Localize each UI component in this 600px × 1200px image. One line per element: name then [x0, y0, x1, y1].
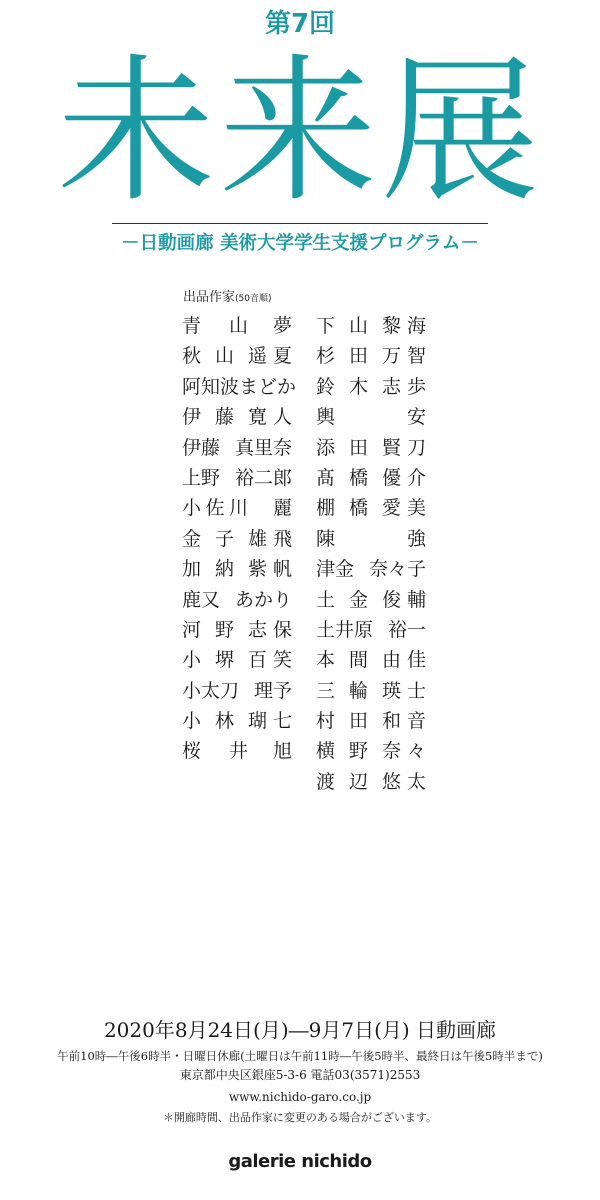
artist-name-char: 堺	[214, 649, 234, 672]
artist-given-name: 理予	[253, 679, 292, 702]
artist-name-char: 美	[406, 497, 426, 520]
artist-name	[316, 463, 426, 493]
artist-name-char: 七	[272, 710, 292, 733]
artist-name-char: 由	[382, 649, 402, 672]
artist-name-char: 紫	[248, 558, 268, 581]
artist-given-name	[382, 493, 426, 523]
artist-name-char: 髙	[316, 466, 336, 489]
artist-name-char: 万	[382, 345, 402, 368]
artist-surname	[316, 585, 368, 615]
artists-heading	[183, 290, 272, 307]
artist-name	[182, 645, 292, 675]
artist-name-char: 寛	[248, 406, 268, 429]
artist-name	[316, 524, 426, 554]
artist-name-char: 瑛	[382, 679, 402, 702]
artist-given-name	[248, 554, 292, 584]
artist-name-char: 輪	[348, 679, 368, 702]
artist-surname: 小太刀	[182, 679, 240, 702]
artist-name-char: 土	[316, 588, 336, 611]
artist-name	[182, 463, 292, 493]
artist-name-char: 井	[228, 740, 248, 763]
artist-list-left	[182, 311, 297, 767]
artist-name-char: 夢	[273, 315, 293, 337]
artist-given-name: 裕一	[387, 618, 426, 641]
artist-name-char: 奈	[382, 740, 402, 763]
artist-surname	[316, 463, 368, 493]
artist-name-char: 百	[248, 649, 268, 672]
artist-name-char: 秋	[182, 345, 202, 368]
artist-given-name	[382, 706, 426, 736]
artist-name-char: 杉	[316, 345, 336, 368]
artist-name-char: 山	[228, 315, 248, 337]
artist-name-char: 海	[406, 315, 426, 337]
artist-given-name	[382, 645, 426, 675]
artist-name	[316, 736, 426, 766]
artist-name-char: 河	[182, 618, 202, 641]
artist-name-char: 々	[406, 740, 426, 763]
artist-surname	[182, 706, 234, 736]
artist-given-name	[273, 493, 292, 523]
artist-name-char: 音	[406, 710, 426, 733]
artist-name	[316, 311, 426, 341]
artist-surname: 上野	[182, 466, 221, 489]
artist-name	[182, 311, 292, 341]
artist-name	[316, 676, 426, 706]
artist-name	[182, 554, 292, 584]
artist-name-char: 野	[214, 618, 234, 641]
artist-given-name	[382, 767, 426, 797]
artist-name-char: 黎	[382, 315, 402, 337]
artist-given-name	[382, 585, 426, 615]
artist-surname	[316, 402, 335, 432]
artist-name-char: 智	[406, 345, 426, 368]
artist-name	[316, 645, 426, 675]
artist-given-name	[248, 341, 292, 371]
artist-name-char: 佳	[406, 649, 426, 672]
artist-surname	[316, 341, 368, 371]
artist-name-char: 下	[316, 315, 336, 337]
artist-name-char: 金	[182, 527, 202, 550]
artist-name-char: 瑚	[248, 710, 268, 733]
artist-name-char: 愛	[382, 497, 402, 520]
gallery-logo: galerie nichido	[228, 1151, 372, 1172]
artist-name	[182, 736, 292, 766]
artist-name-char: 辺	[348, 770, 368, 793]
artists-heading-note: (50音順)	[235, 294, 272, 304]
artist-name-char: 太	[406, 770, 426, 793]
artist-given-name	[382, 372, 426, 402]
artist-name-char: 志	[382, 375, 402, 398]
artist-given-name	[248, 524, 292, 554]
artist-name-char: 木	[348, 375, 368, 398]
artist-given-name	[407, 402, 426, 432]
artist-surname	[316, 676, 368, 706]
artist-given-name	[382, 433, 426, 463]
artist-surname	[316, 767, 368, 797]
artist-name	[316, 493, 426, 523]
artist-given-name	[382, 463, 426, 493]
artist-name-char: 小	[182, 497, 202, 520]
artist-name-char: 俊	[382, 588, 402, 611]
artist-name-char: 輔	[406, 588, 426, 611]
artist-name-char: 介	[406, 466, 426, 489]
artist-name-char: 棚	[316, 497, 336, 520]
artist-name	[316, 615, 426, 645]
artist-name	[182, 524, 292, 554]
artist-name-char: 加	[182, 558, 202, 581]
artist-name-char: 田	[348, 436, 368, 459]
artist-name-char: 金	[348, 588, 368, 611]
artist-name-char: 麗	[273, 497, 293, 520]
opening-hours: 午前10時―午後6時半・日曜日休廊(土曜日は午前11時―午後5時半、最終日は午後5時半まで)	[57, 1049, 543, 1063]
artist-name-char: 間	[348, 649, 368, 672]
title-divider	[112, 223, 488, 224]
artist-name-char: 安	[407, 406, 427, 429]
artist-given-name: あかり	[234, 588, 292, 611]
artist-name-char: 林	[214, 710, 234, 733]
artist-name	[182, 615, 292, 645]
artist-name-char: 賢	[382, 436, 402, 459]
artist-name-char: 藤	[214, 406, 234, 429]
artist-surname: 土井原	[316, 618, 374, 641]
artist-name-char: 山	[348, 315, 368, 337]
artist-surname	[316, 524, 335, 554]
artist-name-char: 子	[214, 527, 234, 550]
artist-surname	[316, 736, 368, 766]
artist-given-name: 真里奈	[234, 436, 292, 459]
artist-name-char: 志	[248, 618, 268, 641]
artist-surname: 津金	[316, 558, 355, 581]
artist-surname	[182, 402, 234, 432]
artist-name-char: 帆	[272, 558, 292, 581]
artist-name-char: 村	[316, 710, 336, 733]
artist-given-name	[382, 341, 426, 371]
artist-name	[316, 433, 426, 463]
artist-name-char: 橋	[348, 497, 368, 520]
artist-surname	[182, 524, 234, 554]
artist-surname	[182, 645, 234, 675]
artist-name-char: 青	[182, 315, 202, 337]
artist-name-char: 飛	[272, 527, 292, 550]
artist-name-char: 山	[214, 345, 234, 368]
artist-name	[316, 767, 426, 797]
artist-name-char: 川	[228, 497, 248, 520]
artist-name-char: 人	[272, 406, 292, 429]
artist-name	[182, 372, 297, 402]
artist-name-char: 三	[316, 679, 336, 702]
artist-surname	[182, 311, 248, 341]
artist-name-char: 悠	[382, 770, 402, 793]
artist-surname: 鹿又	[182, 588, 221, 611]
dates-venue: 2020年8月24日(月)―9月7日(月) 日動画廊	[103, 1018, 497, 1042]
artist-given-name	[248, 706, 292, 736]
exhibition-title: 未来展	[57, 40, 543, 224]
artist-surname	[316, 493, 368, 523]
artist-name-char: 士	[406, 679, 426, 702]
artist-name-char: 笑	[272, 649, 292, 672]
artist-given-name	[248, 402, 292, 432]
artist-name-char: 鈴	[316, 375, 336, 398]
artist-surname: 阿知波	[182, 375, 240, 398]
artist-given-name	[382, 311, 426, 341]
artist-name-char: 小	[182, 710, 202, 733]
artist-name	[182, 585, 292, 615]
artist-given-name: 裕二郎	[234, 466, 292, 489]
artist-name-char: 陳	[316, 527, 336, 550]
artist-name-char: 保	[272, 618, 292, 641]
artist-list-right	[316, 311, 426, 797]
artist-surname	[182, 615, 234, 645]
artist-name-char: 旭	[273, 740, 293, 763]
artist-name	[316, 402, 426, 432]
artist-name-char: 桜	[182, 740, 202, 763]
artists-heading-label: 出品作家	[183, 290, 236, 305]
artist-name-char: 添	[316, 436, 336, 459]
artist-surname	[316, 311, 368, 341]
change-notice: ＊開廊時間、出品作家に変更のある場合がございます。	[162, 1111, 438, 1124]
artist-surname	[316, 433, 368, 463]
artist-given-name: まどか	[239, 375, 297, 398]
artist-name	[182, 341, 292, 371]
artist-surname	[316, 372, 368, 402]
artist-name-char: 伊	[182, 406, 202, 429]
artist-name-char: 野	[348, 740, 368, 763]
artist-name-char: 小	[182, 649, 202, 672]
artist-name-char: 本	[316, 649, 336, 672]
edition-label: 第7回	[264, 9, 336, 39]
artist-given-name	[273, 311, 292, 341]
artist-surname	[182, 341, 234, 371]
artist-name	[316, 372, 426, 402]
artist-surname	[316, 706, 368, 736]
artist-name-char: 和	[382, 710, 402, 733]
artist-name-char: 夏	[272, 345, 292, 368]
artist-given-name	[248, 645, 292, 675]
artist-name	[316, 341, 426, 371]
artist-given-name	[407, 524, 426, 554]
artist-name-char: 渡	[316, 770, 336, 793]
artist-name-char: 横	[316, 740, 336, 763]
artist-given-name	[382, 736, 426, 766]
artist-given-name: 奈々子	[368, 558, 426, 581]
artist-name-char: 遥	[248, 345, 268, 368]
artist-name-char: 刀	[406, 436, 426, 459]
artist-name-char: 納	[214, 558, 234, 581]
artist-name	[316, 585, 426, 615]
artist-name	[316, 554, 426, 584]
artist-name-char: 優	[382, 466, 402, 489]
artist-name-char: 田	[348, 345, 368, 368]
artist-surname	[182, 736, 248, 766]
artist-name-char: 田	[348, 710, 368, 733]
artist-surname	[182, 554, 234, 584]
artist-name	[182, 706, 292, 736]
artist-name	[182, 402, 292, 432]
artist-surname	[316, 645, 368, 675]
artist-name	[182, 676, 292, 706]
artist-name	[182, 493, 292, 523]
artist-name-char: 橋	[348, 466, 368, 489]
program-subtitle: －日動画廊 美術大学学生支援プログラム－	[121, 233, 479, 254]
gallery-address: 東京都中央区銀座5-3-6 電話03(3571)2553	[179, 1068, 421, 1082]
artist-name-char: 佐	[205, 497, 225, 520]
artist-given-name	[248, 615, 292, 645]
artist-name	[316, 706, 426, 736]
artist-name	[182, 433, 292, 463]
artist-name-char: 輿	[316, 406, 336, 429]
artist-name-char: 強	[407, 527, 427, 550]
artist-surname	[182, 493, 248, 523]
artist-given-name	[382, 676, 426, 706]
gallery-url[interactable]: www.nichido-garo.co.jp	[228, 1090, 372, 1104]
artist-surname: 伊藤	[182, 436, 221, 459]
artist-name-char: 歩	[406, 375, 426, 398]
artist-given-name	[273, 736, 292, 766]
artist-name-char: 雄	[248, 527, 268, 550]
